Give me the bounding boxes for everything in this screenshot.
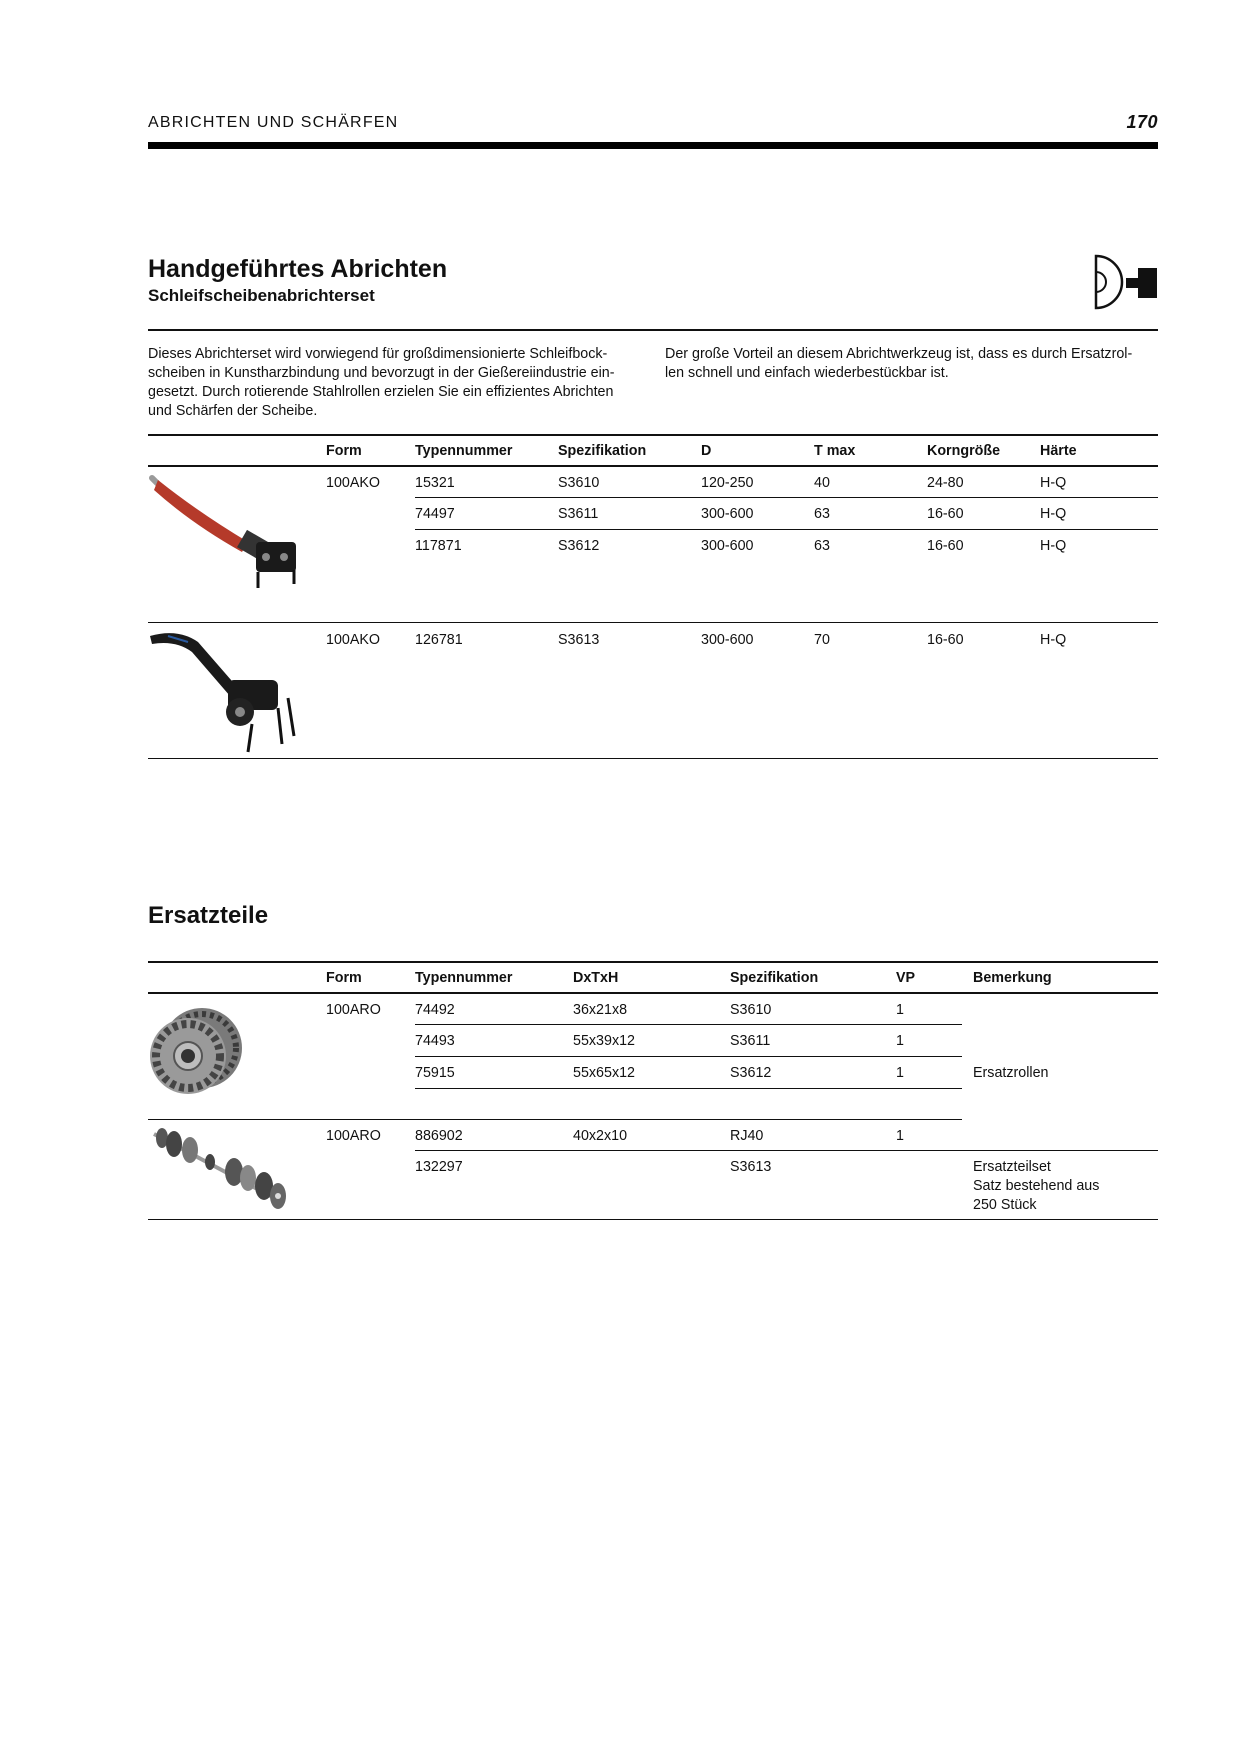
page-subtitle: Schleifscheibenabrichterset <box>148 286 375 305</box>
header-vp: VP <box>896 970 916 986</box>
cell-spezifikation: S3610 <box>558 475 600 491</box>
row-rule <box>415 497 1158 498</box>
title-rule <box>148 329 1158 331</box>
table-top-rule <box>148 434 1158 436</box>
remark-set-line: Ersatzteilset <box>973 1159 1051 1175</box>
description-left <box>148 345 648 421</box>
header-spezifikation: Spezifikation <box>730 970 819 986</box>
table-bottom-rule <box>148 758 1158 759</box>
page-number: 170 <box>1126 112 1158 132</box>
cell-vp: 1 <box>896 1033 904 1049</box>
cell-korngroesse: 24-80 <box>927 475 964 491</box>
cell-vp: 1 <box>896 1065 904 1081</box>
remark-rollers: Ersatzrollen <box>973 1065 1049 1081</box>
cell-d: 300-600 <box>701 632 754 648</box>
remark-set-line: Satz bestehend aus <box>973 1178 1100 1194</box>
cell-spezifikation: S3611 <box>730 1033 771 1049</box>
cell-typennummer: 15321 <box>415 475 455 491</box>
table-bottom-rule <box>148 1219 1158 1220</box>
header-form: Form <box>326 443 362 459</box>
cell-dxtxh: 36x21x8 <box>573 1002 628 1018</box>
cell-typennummer: 75915 <box>415 1065 455 1081</box>
cell-dxtxh: 40x2x10 <box>573 1128 628 1144</box>
running-header <box>148 110 1158 136</box>
header-rule <box>148 142 1158 149</box>
hand-dresser-black-handle-image <box>148 628 308 758</box>
header-typennummer: Typennummer <box>415 443 513 459</box>
cell-typennummer: 117871 <box>415 538 462 554</box>
cell-typennummer: 126781 <box>415 632 463 648</box>
cell-vp: 1 <box>896 1128 904 1144</box>
row-rule <box>415 1056 962 1057</box>
description-right <box>665 345 1158 383</box>
cell-spezifikation: S3613 <box>558 632 600 648</box>
description-line: Der große Vorteil an diesem Abrichtwerkzeug ist, dass es durch Ersatzrol- <box>665 346 1133 362</box>
cell-haerte: H-Q <box>1040 538 1067 554</box>
cell-dxtxh: 55x65x12 <box>573 1065 636 1081</box>
cell-tmax: 63 <box>814 506 830 522</box>
cell-dxtxh: 55x39x12 <box>573 1033 636 1049</box>
cell-d: 300-600 <box>701 538 754 554</box>
cell-spezifikation: RJ40 <box>730 1128 764 1144</box>
group-rule <box>148 622 1158 623</box>
cell-typennummer: 74497 <box>415 506 455 522</box>
cell-korngroesse: 16-60 <box>927 506 964 522</box>
cell-tmax: 40 <box>814 475 830 491</box>
cell-spezifikation: S3612 <box>730 1065 772 1081</box>
cell-vp: 1 <box>896 1002 904 1018</box>
header-korngroesse: Korngröße <box>927 443 1001 459</box>
cell-typennummer: 74493 <box>415 1033 455 1049</box>
description-line: gesetzt. Durch rotierende Stahlrollen erzielen Sie ein effizientes Abrichten <box>148 384 614 400</box>
cell-spezifikation: S3611 <box>558 506 599 522</box>
table-top-rule <box>148 961 1158 963</box>
cell-form: 100AKO <box>326 475 381 491</box>
hand-dresser-red-handle-image <box>148 472 308 592</box>
row-rule <box>415 529 1158 530</box>
cell-form: 100ARO <box>326 1002 381 1018</box>
row-rule <box>415 1024 962 1025</box>
section-title: ABRICHTEN UND SCHÄRFEN <box>148 114 399 131</box>
cell-korngroesse: 16-60 <box>927 632 964 648</box>
cell-tmax: 70 <box>814 632 830 648</box>
page-title: Handgeführtes Abrichten <box>148 255 448 283</box>
cell-typennummer: 132297 <box>415 1159 463 1175</box>
header-haerte: Härte <box>1040 443 1077 459</box>
cell-d: 120-250 <box>701 475 754 491</box>
row-rule <box>415 1150 1158 1151</box>
cell-d: 300-600 <box>701 506 754 522</box>
cell-form: 100ARO <box>326 1128 381 1144</box>
table-header-rule <box>148 465 1158 467</box>
header-form: Form <box>326 970 362 986</box>
header-typennummer: Typennummer <box>415 970 513 986</box>
header-bemerkung: Bemerkung <box>973 970 1052 986</box>
cell-korngroesse: 16-60 <box>927 538 964 554</box>
description-line: len schnell und einfach wiederbestückbar ist. <box>665 365 949 381</box>
remark-set-line: 250 Stück <box>973 1197 1037 1213</box>
description-line: scheiben in Kunstharzbindung und bevorzugt in der Gießereiindustrie ein- <box>148 365 615 381</box>
description-line: Dieses Abrichterset wird vorwiegend für großdimensionierte Schleifbock- <box>148 346 608 362</box>
replacement-parts-set-image <box>148 1120 288 1212</box>
header-dxtxh: DxTxH <box>573 970 619 986</box>
cell-spezifikation: S3612 <box>558 538 600 554</box>
description-line: und Schärfen der Scheibe. <box>148 403 318 419</box>
dressing-tool-icon <box>1094 252 1158 312</box>
header-spezifikation: Spezifikation <box>558 443 647 459</box>
cell-haerte: H-Q <box>1040 632 1067 648</box>
cell-haerte: H-Q <box>1040 506 1067 522</box>
row-rule <box>415 1088 962 1089</box>
section-ersatzteile-title: Ersatzteile <box>148 902 269 929</box>
cell-typennummer: 886902 <box>415 1128 463 1144</box>
cell-haerte: H-Q <box>1040 475 1067 491</box>
cell-spezifikation: S3610 <box>730 1002 772 1018</box>
header-d: D <box>701 443 712 459</box>
cell-tmax: 63 <box>814 538 830 554</box>
cell-spezifikation: S3613 <box>730 1159 772 1175</box>
dressing-wheels-image <box>148 998 248 1104</box>
header-tmax: T max <box>814 443 856 459</box>
table-header-rule <box>148 992 1158 994</box>
cell-form: 100AKO <box>326 632 381 648</box>
cell-typennummer: 74492 <box>415 1002 455 1018</box>
